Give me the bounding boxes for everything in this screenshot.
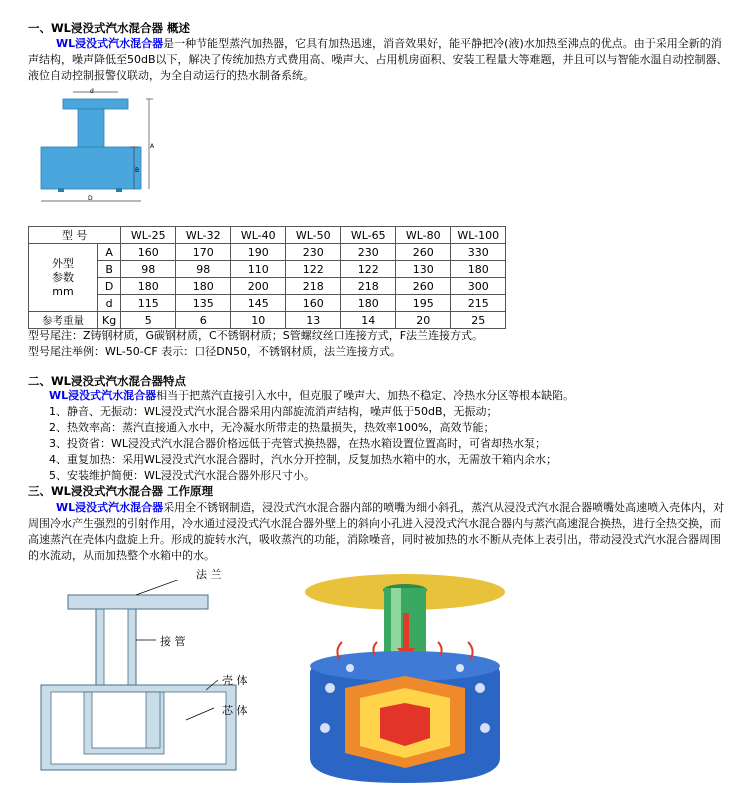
spec-table [28,226,506,329]
section2-intro [49,388,574,404]
model-name: WL-50 [286,227,341,244]
model-name: WL-25 [121,227,176,244]
dimension-group-label: 外型 参数 mm [29,244,98,312]
model-example-note: 型号尾注举例：WL-50-CF 表示：口径DN50，不锈钢材质，法兰连接方式。 [28,345,401,358]
feature-item: 3、投资省：WL浸没式汽水混合器价格远低于壳管式换热器，在热水箱设置位置高时，可省却热水泵； [49,437,547,450]
table-cell: 215 [451,295,506,312]
feature-item: 5、安装维护简便：WL浸没式汽水混合器外形尺寸小。 [49,469,316,482]
table-row [29,295,506,312]
table-cell: 115 [121,295,176,312]
weight-row [29,312,506,329]
dim-letter: d [98,295,121,312]
model-name: WL-65 [341,227,396,244]
table-cell: 145 [231,295,286,312]
dim-label-bigd: D [88,195,93,202]
model-name: WL-100 [451,227,506,244]
table-cell: 98 [176,261,231,278]
section1-heading-text: 一、WL浸没式汽水混合器 概述 [28,21,191,35]
table-cell: 260 [396,244,451,261]
body-shape [41,147,141,189]
dim-letter: D [98,278,121,295]
table-cell: 218 [341,278,396,295]
section2-heading: 二、WL浸没式汽水混合器特点 [28,374,187,388]
table-cell: 13 [286,312,341,329]
table-cell: 160 [286,295,341,312]
table-cell: 190 [231,244,286,261]
dim-label-a: A [150,143,155,150]
flange-shape [63,99,128,109]
table-cell: 110 [231,261,286,278]
table-cell: 300 [451,278,506,295]
section3-heading: 三、WL浸没式汽水混合器 工作原理 [28,484,214,498]
table-cell: 130 [396,261,451,278]
callout-pipe: 接 管 [160,635,186,648]
section1-paragraph [28,36,728,84]
section3-paragraph [28,500,728,564]
table-cell: 25 [451,312,506,329]
cross-section-diagram [36,580,286,780]
table-cell: 122 [341,261,396,278]
dim-label-b: B [135,167,140,174]
product-name: WL浸没式汽水混合器 [56,37,164,50]
section1-heading [28,21,190,36]
foot-right [116,188,122,192]
cutaway-illustration [300,568,510,788]
table-cell: 170 [176,244,231,261]
weight-unit: Kg [98,312,121,329]
table-cell: 260 [396,278,451,295]
product-name: WL浸没式汽水混合器 [56,501,164,514]
table-cell: 195 [396,295,451,312]
model-name: WL-80 [396,227,451,244]
dim-label-d: d [90,88,94,95]
section2-intro-text: 相当于把蒸汽直接引入水中，但克服了噪声大、加热不稳定、冷热水分区等根本缺陷。 [156,389,575,402]
table-row [29,278,506,295]
table-cell: 218 [286,278,341,295]
table-cell: 180 [451,261,506,278]
table-cell: 180 [176,278,231,295]
table-cell: 5 [121,312,176,329]
table-row [29,244,506,261]
table-cell: 135 [176,295,231,312]
section3-text: 采用全不锈钢制造，浸没式汽水混合器内部的喷嘴为细小斜孔，蒸汽从浸没式汽水混合器喷嘴处高速喷入壳体内，对周围冷水产生强烈的引射作用，冷水通过浸没式汽水混合器外壁上的斜向小孔进入浸没式汽水混合器内与蒸汽高速混合换热，进行全热交换，而高速蒸汽在壳体内盘旋上升。形成的旋转水汽，吸收蒸汽的功能，消除噪音，同时被加热的水不断从壳体上表引出，带动浸没式汽水混合器周围的水流动，从而加热整个水箱中的水。 [28,501,725,562]
table-cell: 6 [176,312,231,329]
table-cell: 160 [121,244,176,261]
callout-shell: 壳 体 [222,674,248,687]
callout-flange: 法 兰 [196,568,222,581]
table-cell: 230 [286,244,341,261]
feature-item: 4、重复加热：采用WL浸没式汽水混合器时，汽水分开控制，反复加热水箱中的水，无需放干箱内余水； [49,453,558,466]
model-header: 型 号 [29,227,121,244]
table-cell: 20 [396,312,451,329]
section1-text: 是一种节能型蒸汽加热器，它具有加热迅速，消音效果好，能平静把冷(液)水加热至沸点的优点。由于采用全新的消声结构，噪声降低至50dB以下，解决了传统加热方式费用高、噪声大、占用机房面积、安装工程量大等难题，并且可以与智能水温自动控制器、液位自动控制报警仪联动，为全自动运行的热水制备系统。 [28,37,728,82]
model-name: WL-40 [231,227,286,244]
product-name: WL浸没式汽水混合器 [49,389,157,402]
table-cell: 330 [451,244,506,261]
table-cell: 98 [121,261,176,278]
table-cell: 10 [231,312,286,329]
spec-header-row [29,227,506,244]
weight-label: 参考重量 [29,312,98,329]
model-suffix-note: 型号尾注：Z铸钢材质，G碳钢材质，C不锈钢材质；S管螺纹丝口连接方式，F法兰连接方式。 [28,329,484,342]
foot-left [58,188,64,192]
feature-item: 2、热效率高：蒸汽直接通入水中，无冷凝水所带走的热量损失，热效率100%，高效节能； [49,421,495,434]
dimension-diagram [28,86,178,216]
dim-letter: B [98,261,121,278]
feature-item: 1、静音、无振动：WL浸没式汽水混合器采用内部旋流消声结构，噪声低于50dB，无振动； [49,405,498,418]
table-cell: 200 [231,278,286,295]
model-name: WL-32 [176,227,231,244]
flange-section [68,595,208,609]
pipe-shape [78,109,104,147]
table-row [29,261,506,278]
dim-letter: A [98,244,121,261]
callout-core: 芯 体 [222,704,248,717]
table-cell: 180 [121,278,176,295]
table-cell: 180 [341,295,396,312]
table-cell: 14 [341,312,396,329]
table-cell: 230 [341,244,396,261]
table-cell: 122 [286,261,341,278]
